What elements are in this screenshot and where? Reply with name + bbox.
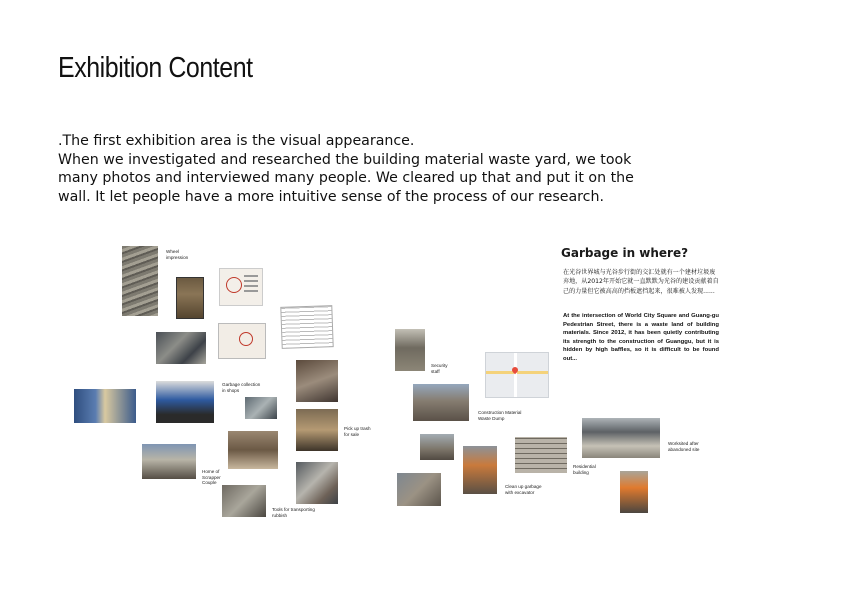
caption-waste-dump: Construction Material Waste Dump [478, 410, 522, 421]
residential-building-photo [515, 437, 567, 473]
page-title: Exhibition Content [58, 52, 253, 84]
document-photo [280, 305, 333, 349]
wooden-board-photo [176, 277, 204, 319]
caption-tools: Tools for transporting rubbish [272, 507, 315, 518]
chinese-description: 在光谷世界城与光谷步行街的交汇处就有一个建材垃圾废弃地，从2012年开始它就一直默默为光谷的建设贡献着自己的力量但它被高高的挡板遮挡起来，很难被人发现...... [563, 269, 719, 295]
street-photo [142, 444, 196, 479]
document-photo [218, 323, 266, 359]
waste-dump-photo [413, 384, 469, 421]
caption-wheel: Wheel impression [166, 249, 189, 260]
shop-photo [245, 397, 277, 419]
intro-paragraph [58, 132, 634, 206]
rubble-site-photo [397, 473, 441, 506]
house-photo [228, 431, 278, 469]
caption-excavator: Clean up garbage with excavator [505, 484, 542, 495]
map-photo [485, 352, 549, 398]
truck-worker-photo [74, 389, 136, 423]
caption-worksite: Worksited after abandoned site [668, 441, 700, 452]
paragraph-line: many photos and interviewed many people. We cleared up that and put it on the [58, 170, 634, 186]
tools-photo [222, 485, 266, 517]
site-photo [420, 434, 454, 460]
caption-security: Security staff [431, 363, 448, 374]
worksite-photo [582, 418, 660, 458]
rubbish-photo [296, 360, 338, 402]
paragraph-line: .The first exhibition area is the visual appearance. [58, 133, 415, 149]
caption-pick-up: Pick up trash for sale [344, 426, 371, 437]
worker-photo [620, 471, 648, 513]
document-photo [219, 268, 263, 306]
caption-home: Home of Scrapper Couple [202, 469, 221, 486]
wheel-tread-photo [122, 246, 158, 316]
truck-photo [156, 381, 214, 423]
security-booth-photo [395, 329, 425, 371]
paragraph-line: When we investigated and researched the building material waste yard, we took [58, 151, 632, 168]
debris-photo [296, 462, 338, 504]
caption-residential: Residential building [573, 464, 596, 475]
caption-garbage-collection: Garbage collection in shops [222, 382, 261, 393]
excavator-photo [463, 446, 497, 494]
paragraph-line: wall. It let people have a more intuitive sense of the process of our research. [58, 188, 604, 205]
waste-pile-photo [156, 332, 206, 364]
pick-up-trash-photo [296, 409, 338, 451]
english-description: At the intersection of World City Square and Guang-gu Pedestrian Street, there is a waste land of building materials. Since 2012, it has been quietly contributing its strength to the construction of Guanggu, but it is hidden by high baffles, so it is difficult to be found out... [563, 313, 719, 362]
board-heading: Garbage in where? [561, 246, 689, 260]
